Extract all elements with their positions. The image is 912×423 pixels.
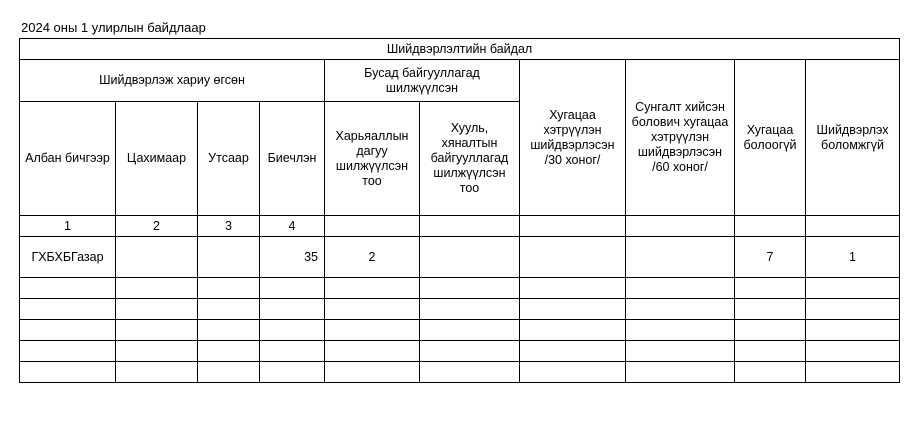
empty-row: [20, 362, 900, 383]
empty-row: [20, 341, 900, 362]
header-by-jurisdiction: Харьяаллын дагуу шилжүүлсэн тоо: [325, 102, 420, 216]
column-number: 1: [20, 216, 116, 237]
empty-row: [20, 278, 900, 299]
column-number: 2: [116, 216, 198, 237]
header-in-person: Биечлэн: [260, 102, 325, 216]
in-person-cell: 35: [260, 237, 325, 278]
table-title: Шийдвэрлэлтийн байдал: [20, 39, 900, 60]
header-email: Цахимаар: [116, 102, 198, 216]
empty-cell: [325, 216, 420, 237]
column-number: 3: [198, 216, 260, 237]
column-number: 4: [260, 216, 325, 237]
report-caption: 2024 оны 1 улирлын байдлаар: [21, 20, 206, 35]
header-phone: Утсаар: [198, 102, 260, 216]
empty-cell: [520, 216, 626, 237]
empty-cell: [806, 216, 900, 237]
header-overdue: Хугацаа болоогүй: [735, 60, 806, 216]
office-name-cell: ГХБХБГазар: [20, 237, 116, 278]
header-official-letter: Албан бичгээр: [20, 102, 116, 216]
by-jurisdiction-cell: 2: [325, 237, 420, 278]
official-letter-cell: [116, 237, 198, 278]
overdue-cell: 7: [735, 237, 806, 278]
empty-cell: [420, 216, 520, 237]
to-law-enforcement-cell: [420, 237, 520, 278]
resolved-60-cell: [626, 237, 735, 278]
header-group-transferred: Бусад байгууллагад шилжүүлсэн: [325, 60, 520, 102]
empty-row: [20, 320, 900, 341]
resolved-30-cell: [520, 237, 626, 278]
email-cell: [198, 237, 260, 278]
resolution-status-table: [19, 38, 900, 383]
table-row: [20, 237, 900, 278]
empty-cell: [735, 216, 806, 237]
header-group-answered: Шийдвэрлэж хариу өгсөн: [20, 60, 325, 102]
header-resolved-30-days: Хугацаа хэтрүүлэн шийдвэрлэсэн /30 хоног/: [520, 60, 626, 216]
header-resolved-60-days: Сунгалт хийсэн болович хугацаа хэтрүүлэн шийдвэрлэсэн /60 хоног/: [626, 60, 735, 216]
column-number-row: [20, 216, 900, 237]
header-unresolvable: Шийдвэрлэх боломжгүй: [806, 60, 900, 216]
empty-cell: [626, 216, 735, 237]
empty-row: [20, 299, 900, 320]
unresolvable-cell: 1: [806, 237, 900, 278]
header-to-law-enforcement: Хууль, хяналтын байгууллагад шилжүүлсэн тоо: [420, 102, 520, 216]
